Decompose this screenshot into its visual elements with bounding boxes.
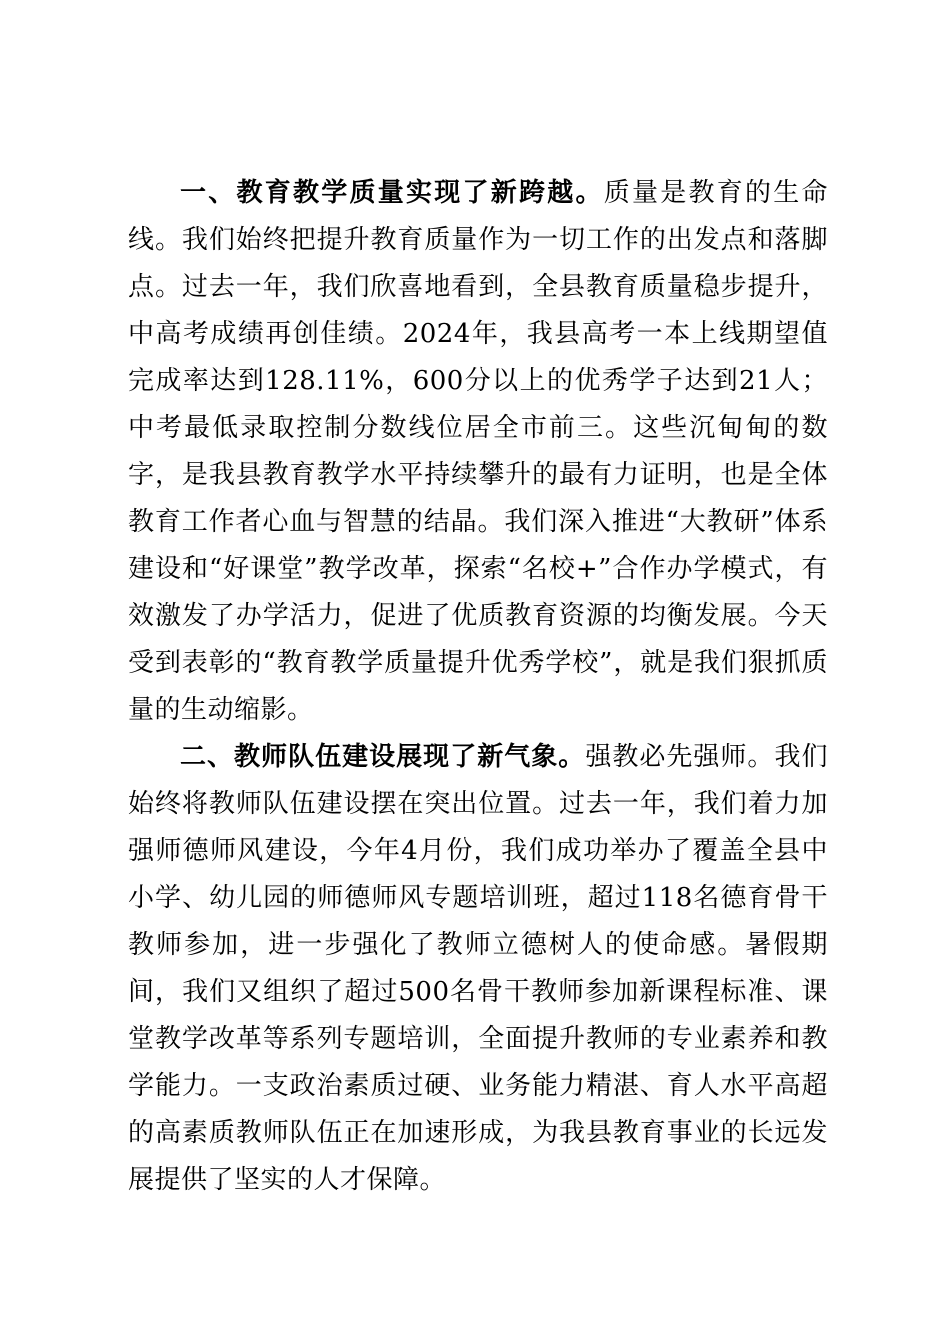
section-heading-education-quality: 一、教育教学质量实现了新跨越。: [180, 178, 604, 208]
document-body: [128, 170, 828, 1204]
paragraph-education-quality: [128, 170, 828, 734]
section-heading-teacher-team: 二、教师队伍建设展现了新气象。: [180, 742, 586, 772]
paragraph-text-education-quality: 质量是教育的生命线。我们始终把提升教育质量作为一切工作的出发点和落脚点。过去一年，我们欣喜地看到，全县教育质量稳步提升，中高考成绩再创佳绩。2024年，我县高考一本上线期望值完成率达到128.11%，600分以上的优秀学子达到21人；中考最低录取控制分数线位居全市前三。这些沉甸甸的数字，是我县教育教学水平持续攀升的最有力证明，也是全体教育工作者心血与智慧的结晶。我们深入推进“大教研”体系建设和“好课堂”教学改革，探索“名校+”合作办学模式，有效激发了办学活力，促进了优质教育资源的均衡发展。今天受到表彰的“教育教学质量提升优秀学校”，就是我们狠抓质量的生动缩影。: [128, 178, 828, 725]
paragraph-teacher-team: [128, 734, 828, 1204]
paragraph-text-teacher-team: 强教必先强师。我们始终将教师队伍建设摆在突出位置。过去一年，我们着力加强师德师风建设，今年4月份，我们成功举办了覆盖全县中小学、幼儿园的师德师风专题培训班，超过118名德育骨干教师参加，进一步强化了教师立德树人的使命感。暑假期间，我们又组织了超过500名骨干教师参加新课程标准、课堂教学改革等系列专题培训，全面提升教师的专业素养和教学能力。一支政治素质过硬、业务能力精湛、育人水平高超的高素质教师队伍正在加速形成，为我县教育事业的长远发展提供了坚实的人才保障。: [128, 742, 828, 1195]
